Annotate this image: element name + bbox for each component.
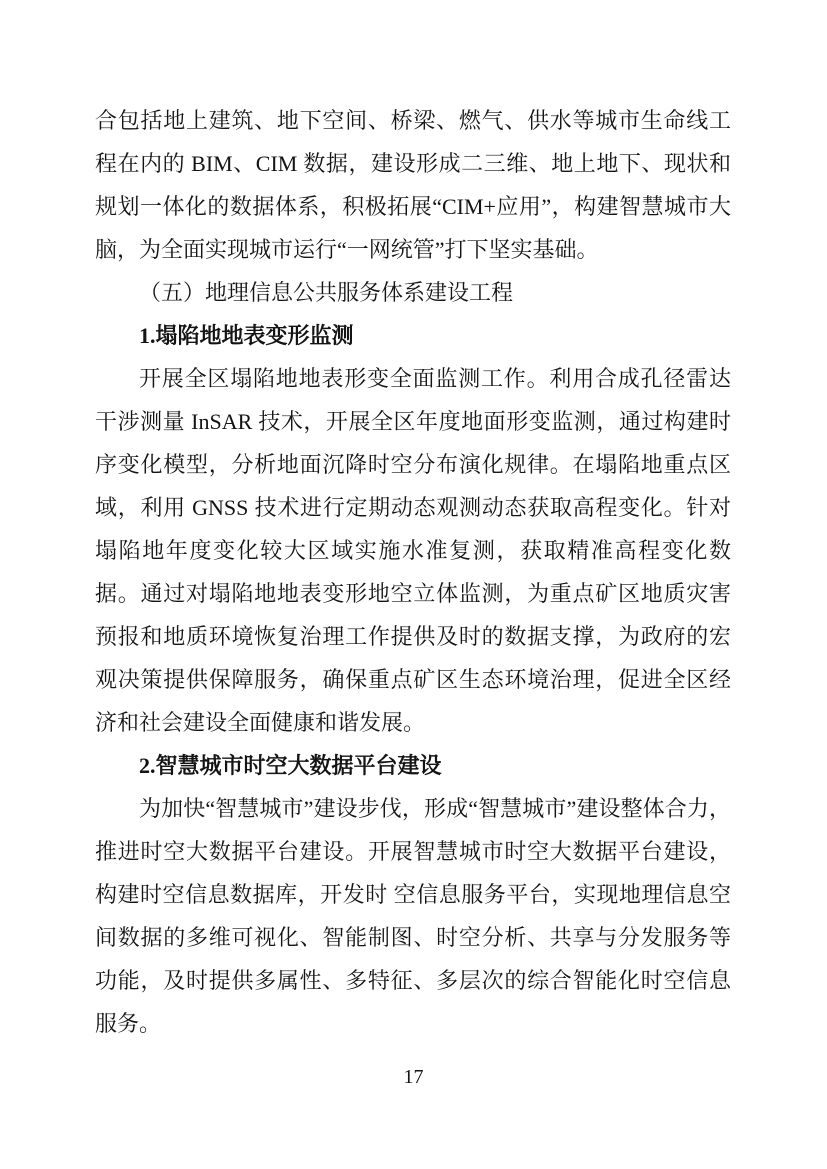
document-content bbox=[95, 99, 731, 1045]
section-heading-five: （五）地理信息公共服务体系建设工程 bbox=[139, 280, 514, 305]
subsection-heading-1: 1.塌陷地地表变形监测 bbox=[139, 323, 354, 348]
page-number: 17 bbox=[403, 1066, 424, 1088]
paragraph-smart-city-platform: 为加快“智慧城市”建设步伐，形成“智慧城市”建设整体合力，推进时空大数据平台建设。开展智慧城市时空大数据平台建设，构建时空信息数据库，开发时 空信息服务平台，实现地理信息空间数据的多维可视化、智能制图、时空分析、共享与分发服务等功能，及时提供多属性、多特征、多层次的综合智能化时空信息服务。 bbox=[95, 796, 731, 1036]
subsection-heading-2: 2.智慧城市时空大数据平台建设 bbox=[139, 753, 442, 778]
paragraph-cim-data-continued: 合包括地上建筑、地下空间、桥梁、燃气、供水等城市生命线工程在内的 BIM、CIM 数据，建设形成二三维、地上地下、现状和规划一体化的数据体系，积极拓展“CIM+应用”，构建智慧城市大脑，为全面实现城市运行“一网统管”打下坚实基础。 bbox=[95, 108, 731, 262]
paragraph-subsidence-monitoring: 开展全区塌陷地地表形变全面监测工作。利用合成孔径雷达干涉测量 InSAR 技术，开展全区年度地面形变监测，通过构建时序变化模型，分析地面沉降时空分布演化规律。在塌陷地重点区域，利用 GNSS 技术进行定期动态观测动态获取高程变化。针对塌陷地年度变化较大区域实施水准复测，获取精准高程变化数据。通过对塌陷地地表变形地空立体监测，为重点矿区地质灾害预报和地质环境恢复治理工作提供及时的数据支撑，为政府的宏观决策提供保障服务，确保重点矿区生态环境治理，促进全区经济和社会建设全面健康和谐发展。 bbox=[95, 366, 731, 735]
page-footer bbox=[0, 1062, 827, 1092]
